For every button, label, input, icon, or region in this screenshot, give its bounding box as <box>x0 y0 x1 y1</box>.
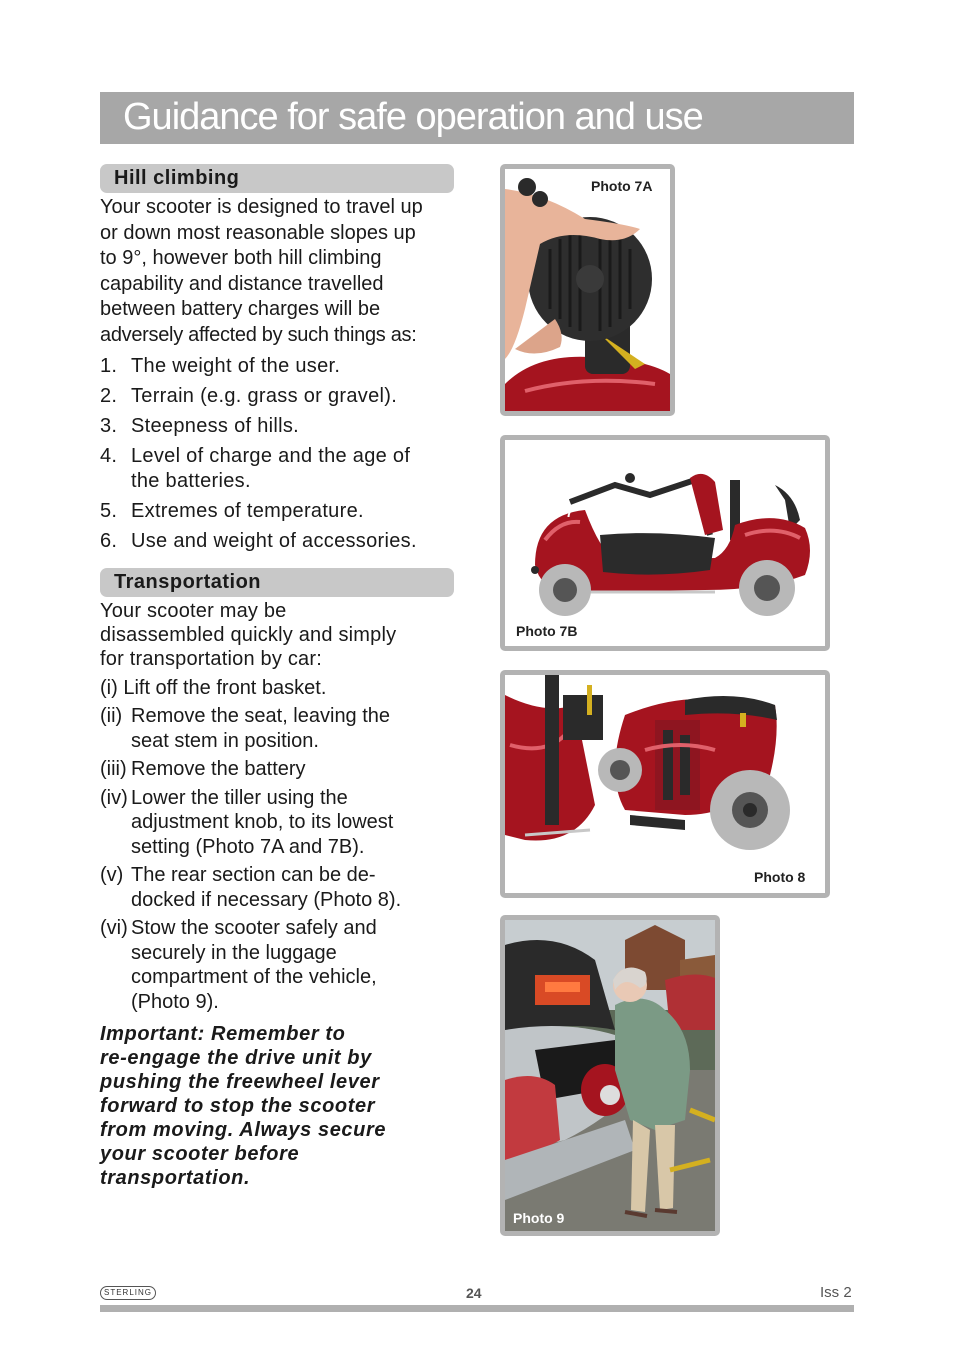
list-text: Level of charge and the age of <box>131 445 411 467</box>
list-text: Remove the battery <box>131 758 306 780</box>
list-item <box>100 354 417 379</box>
list-item <box>100 384 417 409</box>
list-text: (Photo 9). <box>131 990 219 1013</box>
transportation-list <box>100 704 401 1014</box>
intro-line: for transportation by car: <box>100 648 322 670</box>
list-number: 5. <box>100 500 118 522</box>
list-number: (iv) <box>100 786 128 809</box>
list-number: (iii) <box>100 758 127 780</box>
list-item <box>100 414 417 439</box>
list-item <box>100 529 417 554</box>
list-item <box>100 786 401 860</box>
photo-9-caption: Photo 9 <box>513 1210 565 1226</box>
transport-item-first <box>100 676 326 700</box>
page-title: Guidance for safe operation and use <box>123 96 703 138</box>
important-line: Important: Remember to <box>100 1023 346 1045</box>
intro-line: adversely affected by such things as: <box>100 323 417 346</box>
intro-line: disassembled quickly and simply <box>100 624 397 646</box>
list-text: compartment of the vehicle, <box>131 966 377 988</box>
hill-climbing-list <box>100 354 417 554</box>
hill-climbing-intro <box>100 195 423 348</box>
important-line: pushing the freewheel lever <box>100 1071 380 1093</box>
hill-climbing-heading <box>100 164 454 193</box>
intro-line: to 9°, however both hill climbing <box>100 247 382 269</box>
transportation-intro <box>100 599 396 671</box>
transportation-heading <box>100 568 454 597</box>
important-line: from moving. Always secure <box>100 1119 387 1141</box>
list-number: 4. <box>100 445 118 467</box>
sterling-logo: STERLING <box>100 1286 156 1300</box>
list-text: the batteries. <box>131 470 251 492</box>
photo-7a-image <box>505 169 670 411</box>
list-item <box>100 757 401 782</box>
list-text: securely in the luggage <box>131 941 337 964</box>
important-line: re-engage the drive unit by <box>100 1047 372 1069</box>
list-text: The weight of the user. <box>131 355 341 377</box>
list-text: Remove the seat, leaving the <box>131 705 391 727</box>
list-text: Lower the tiller using the <box>131 786 348 809</box>
photo-9 <box>500 915 720 1236</box>
intro-line: Your scooter is designed to travel up <box>100 196 423 218</box>
list-text: docked if necessary (Photo 8). <box>131 888 402 911</box>
list-text: seat stem in position. <box>131 729 319 752</box>
photo-7b-image <box>505 440 825 646</box>
list-item <box>100 499 417 524</box>
photo-8-caption: Photo 8 <box>754 869 806 885</box>
list-number: (v) <box>100 864 124 886</box>
list-number: 1. <box>100 355 118 377</box>
important-line: your scooter before <box>100 1143 300 1165</box>
photo-7b <box>500 435 830 651</box>
list-text: adjustment knob, to its lowest <box>131 811 394 833</box>
list-text: (i) Lift off the front basket. <box>100 677 327 699</box>
footer-rule <box>100 1305 854 1312</box>
list-text: The rear section can be de- <box>131 864 376 886</box>
intro-line: or down most reasonable slopes up <box>100 221 416 244</box>
photo-7b-caption: Photo 7B <box>516 623 578 639</box>
list-text: Extremes of temperature. <box>131 500 364 522</box>
title-bar <box>100 92 854 144</box>
important-line: forward to stop the scooter <box>100 1095 376 1117</box>
list-number: 2. <box>100 385 118 407</box>
list-number: 3. <box>100 415 118 437</box>
list-number: 6. <box>100 530 118 552</box>
list-item <box>100 444 417 494</box>
photo-7b-overlay-text: o 7 <box>553 504 574 520</box>
list-number: (ii) <box>100 705 123 727</box>
photo-7a-caption: Photo 7A <box>591 178 653 194</box>
photo-7a <box>500 164 675 416</box>
list-text: Stow the scooter safely and <box>131 917 377 939</box>
list-item <box>100 863 401 912</box>
list-text: Use and weight of accessories. <box>131 530 417 552</box>
list-item <box>100 916 401 1014</box>
list-number: (vi) <box>100 917 128 939</box>
photo-9-image <box>505 920 715 1231</box>
list-text: Terrain (e.g. grass or gravel). <box>131 385 398 407</box>
list-item <box>100 704 401 753</box>
transportation-heading-text: Transportation <box>114 571 262 593</box>
photo-8-image <box>505 675 825 893</box>
photo-8 <box>500 670 830 898</box>
intro-line: capability and distance travelled <box>100 272 384 295</box>
intro-line: Your scooter may be <box>100 600 287 622</box>
list-text: Steepness of hills. <box>131 415 300 437</box>
issue-label: Iss 2 <box>820 1284 852 1301</box>
intro-line: between battery charges will be <box>100 298 381 320</box>
hill-climbing-heading-text: Hill climbing <box>114 167 240 189</box>
important-note <box>100 1022 430 1190</box>
page-number: 24 <box>466 1285 482 1301</box>
list-text: setting (Photo 7A and 7B). <box>131 835 365 858</box>
important-line: transportation. <box>100 1167 251 1189</box>
